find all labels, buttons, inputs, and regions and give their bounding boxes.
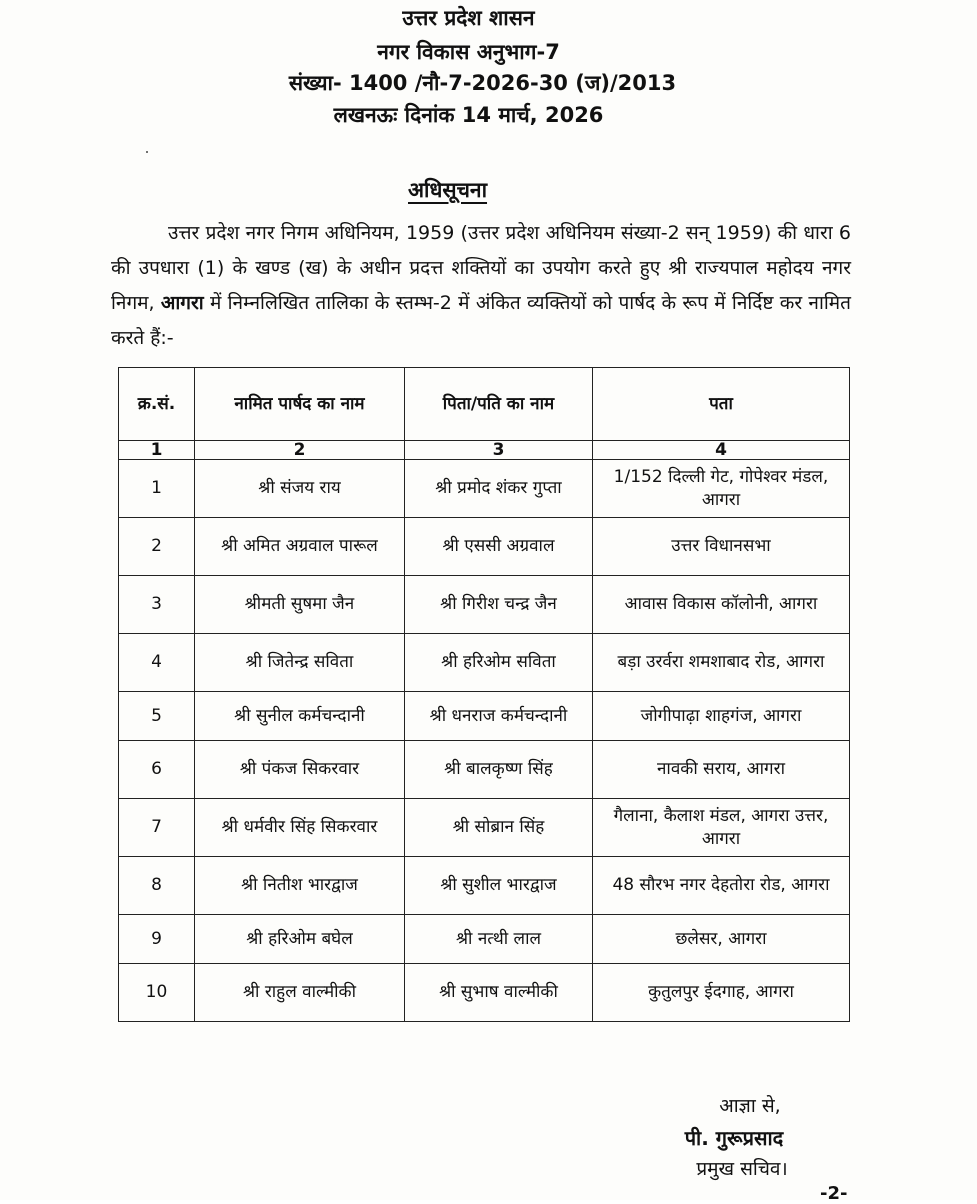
cell-serial: 8 bbox=[119, 857, 195, 915]
table-row bbox=[119, 964, 850, 1022]
cell-name: श्री हरिओम बघेल bbox=[195, 915, 405, 964]
cell-serial: 4 bbox=[119, 634, 195, 692]
cell-name: श्री संजय राय bbox=[195, 460, 405, 518]
table-row bbox=[119, 460, 850, 518]
reference-number: संख्या- 1400 /नौ-7-2026-30 (ज)/2013 bbox=[288, 71, 677, 95]
column-number-row bbox=[119, 441, 850, 460]
cell-address: 1/152 दिल्ली गेट, गोपेश्वर मंडल, आगरा bbox=[593, 460, 850, 518]
table-header-row bbox=[119, 368, 850, 441]
notification-paragraph bbox=[111, 216, 851, 356]
paragraph-city-bold: आगरा bbox=[160, 292, 204, 314]
page-number: -2- bbox=[820, 1183, 848, 1204]
signatory-name: पी. गुरूप्रसाद bbox=[684, 1126, 784, 1150]
cell-serial: 3 bbox=[119, 576, 195, 634]
cell-address: नावकी सराय, आगरा bbox=[593, 741, 850, 799]
cell-name: श्री नितीश भारद्वाज bbox=[195, 857, 405, 915]
table-row bbox=[119, 915, 850, 964]
signature-order: आज्ञा से, bbox=[719, 1095, 781, 1117]
paragraph-text-2: में निम्नलिखित तालिका के स्तम्भ-2 में अंकित व्यक्तियों को पार्षद के रूप में निर्दिष्ट कर नामित करते हैं:- bbox=[111, 292, 851, 349]
cell-father: श्री एससी अग्रवाल bbox=[405, 518, 593, 576]
cell-father: श्री हरिओम सविता bbox=[405, 634, 593, 692]
cell-father: श्री गिरीश चन्द्र जैन bbox=[405, 576, 593, 634]
cell-serial: 5 bbox=[119, 692, 195, 741]
cell-father: श्री धनराज कर्मचन्दानी bbox=[405, 692, 593, 741]
government-heading: उत्तर प्रदेश शासन bbox=[402, 6, 535, 30]
column-number: 2 bbox=[195, 441, 405, 460]
cell-father: श्री सोब्रान सिंह bbox=[405, 799, 593, 857]
cell-address: बड़ा उरर्वरा शमशाबाद रोड, आगरा bbox=[593, 634, 850, 692]
cell-address: जोगीपाढ़ा शाहगंज, आगरा bbox=[593, 692, 850, 741]
cell-father: श्री बालकृष्ण सिंह bbox=[405, 741, 593, 799]
cell-address: उत्तर विधानसभा bbox=[593, 518, 850, 576]
column-number: 3 bbox=[405, 441, 593, 460]
table-row bbox=[119, 857, 850, 915]
cell-name: श्री धर्मवीर सिंह सिकरवार bbox=[195, 799, 405, 857]
paragraph-text-1: उत्तर प्रदेश नगर निगम अधिनियम, 1959 (उत्तर प्रदेश अधिनियम संख्या-2 सन् 1959) की धारा 6 की उपधारा (1) के खण्ड (ख) के अधीन प्रदत्त शक्तियों का उपयोग करते हुए श्री राज्यपाल महोदय नगर निगम, bbox=[111, 222, 851, 314]
cell-name: श्री अमित अग्रवाल पारूल bbox=[195, 518, 405, 576]
cell-address: छलेसर, आगरा bbox=[593, 915, 850, 964]
column-number: 1 bbox=[119, 441, 195, 460]
cell-name: श्री राहुल वाल्मीकी bbox=[195, 964, 405, 1022]
table-row bbox=[119, 634, 850, 692]
header-name: नामित पार्षद का नाम bbox=[195, 368, 405, 441]
cell-father: श्री सुभाष वाल्मीकी bbox=[405, 964, 593, 1022]
department-section: नगर विकास अनुभाग-7 bbox=[377, 40, 560, 64]
cell-name: श्री पंकज सिकरवार bbox=[195, 741, 405, 799]
cell-address: कुतुलपुर ईदगाह, आगरा bbox=[593, 964, 850, 1022]
cell-name: श्रीमती सुषमा जैन bbox=[195, 576, 405, 634]
cell-serial: 10 bbox=[119, 964, 195, 1022]
cell-serial: 2 bbox=[119, 518, 195, 576]
cell-serial: 7 bbox=[119, 799, 195, 857]
table-row bbox=[119, 518, 850, 576]
cell-address: 48 सौरभ नगर देहतोरा रोड, आगरा bbox=[593, 857, 850, 915]
cell-father: श्री प्रमोद शंकर गुप्ता bbox=[405, 460, 593, 518]
table-row bbox=[119, 799, 850, 857]
cell-address: गैलाना, कैलाश मंडल, आगरा उत्तर, आगरा bbox=[593, 799, 850, 857]
header-father: पिता/पति का नाम bbox=[405, 368, 593, 441]
table-row bbox=[119, 741, 850, 799]
signatory-designation: प्रमुख सचिव। bbox=[696, 1158, 788, 1180]
cell-serial: 6 bbox=[119, 741, 195, 799]
table-row bbox=[119, 692, 850, 741]
cell-address: आवास विकास कॉलोनी, आगरा bbox=[593, 576, 850, 634]
table-row bbox=[119, 576, 850, 634]
cell-name: श्री सुनील कर्मचन्दानी bbox=[195, 692, 405, 741]
cell-father: श्री नत्थी लाल bbox=[405, 915, 593, 964]
header-address: पता bbox=[593, 368, 850, 441]
cell-serial: 1 bbox=[119, 460, 195, 518]
place-date: लखनऊः दिनांक 14 मार्च, 2026 bbox=[333, 103, 604, 127]
cell-father: श्री सुशील भारद्वाज bbox=[405, 857, 593, 915]
notification-title: अधिसूचना bbox=[408, 178, 488, 202]
header-serial: क्र.सं. bbox=[119, 368, 195, 441]
column-number: 4 bbox=[593, 441, 850, 460]
cell-name: श्री जितेन्द्र सविता bbox=[195, 634, 405, 692]
councillor-table bbox=[118, 367, 850, 1022]
scan-speck bbox=[146, 151, 148, 153]
cell-serial: 9 bbox=[119, 915, 195, 964]
